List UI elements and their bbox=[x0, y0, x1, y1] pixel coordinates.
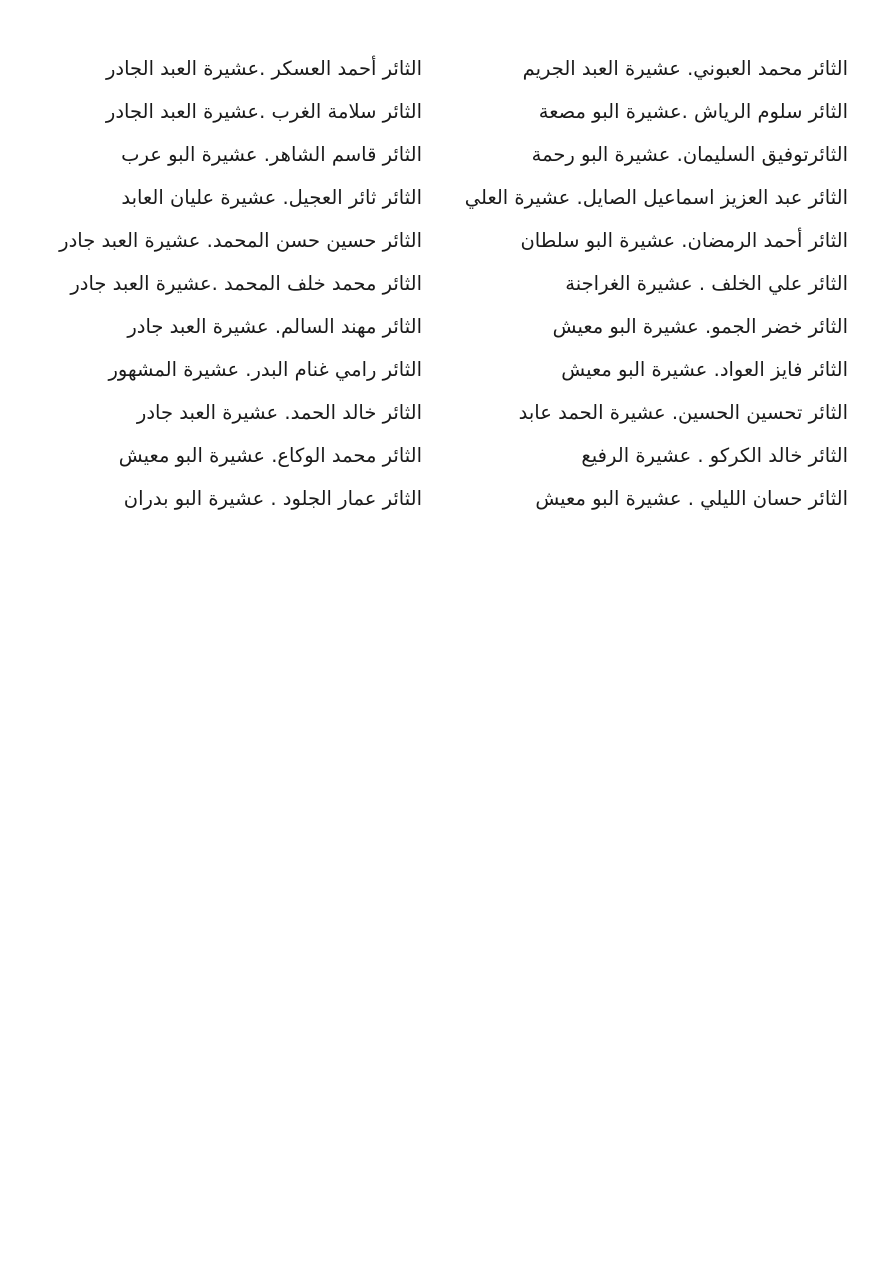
list-item: الثائر تحسين الحسين. عشيرة الحمد عابد bbox=[518, 401, 848, 424]
list-item: الثائر علي الخلف . عشيرة الغراجنة bbox=[565, 272, 848, 295]
list-item: الثائر خالد الحمد. عشيرة العبد جادر bbox=[136, 401, 422, 424]
list-item: الثائر رامي غنام البدر. عشيرة المشهور bbox=[108, 358, 422, 381]
list-item: الثائر عبد العزيز اسماعيل الصايل. عشيرة العلي bbox=[464, 186, 848, 209]
list-item: الثائر أحمد الرمضان. عشيرة البو سلطان bbox=[520, 229, 848, 252]
list-item: الثائر ثائر العجيل. عشيرة عليان العابد bbox=[121, 186, 422, 209]
list-item: الثائر خضر الجمو. عشيرة البو معيش bbox=[552, 315, 848, 338]
names-list-left bbox=[42, 47, 422, 520]
list-item: الثائر مهند السالم. عشيرة العبد جادر bbox=[127, 315, 422, 338]
list-item: الثائر محمد خلف المحمد .عشيرة العبد جادر bbox=[70, 272, 422, 295]
list-item: الثائر محمد الوكاع. عشيرة البو معيش bbox=[118, 444, 422, 467]
list-item: الثائر حسان الليلي . عشيرة البو معيش bbox=[535, 487, 848, 510]
list-item: الثائر أحمد العسكر .عشيرة العبد الجادر bbox=[106, 57, 422, 80]
list-item: الثائر خالد الكركو . عشيرة الرفيع bbox=[581, 444, 848, 467]
list-item: الثائرتوفيق السليمان. عشيرة البو رحمة bbox=[531, 143, 848, 166]
list-item: الثائر سلوم الرياش .عشيرة البو مصعة bbox=[538, 100, 848, 123]
list-item: الثائر عمار الجلود . عشيرة البو بدران bbox=[123, 487, 422, 510]
list-item: الثائر حسين حسن المحمد. عشيرة العبد جادر bbox=[59, 229, 422, 252]
names-list-right bbox=[448, 47, 848, 520]
list-item: الثائر محمد العبوني. عشيرة العبد الجريم bbox=[522, 57, 848, 80]
list-item: الثائر سلامة الغرب .عشيرة العبد الجادر bbox=[105, 100, 422, 123]
list-item: الثائر فايز العواد. عشيرة البو معيش bbox=[561, 358, 848, 381]
list-item: الثائر قاسم الشاهر. عشيرة البو عرب bbox=[121, 143, 422, 166]
